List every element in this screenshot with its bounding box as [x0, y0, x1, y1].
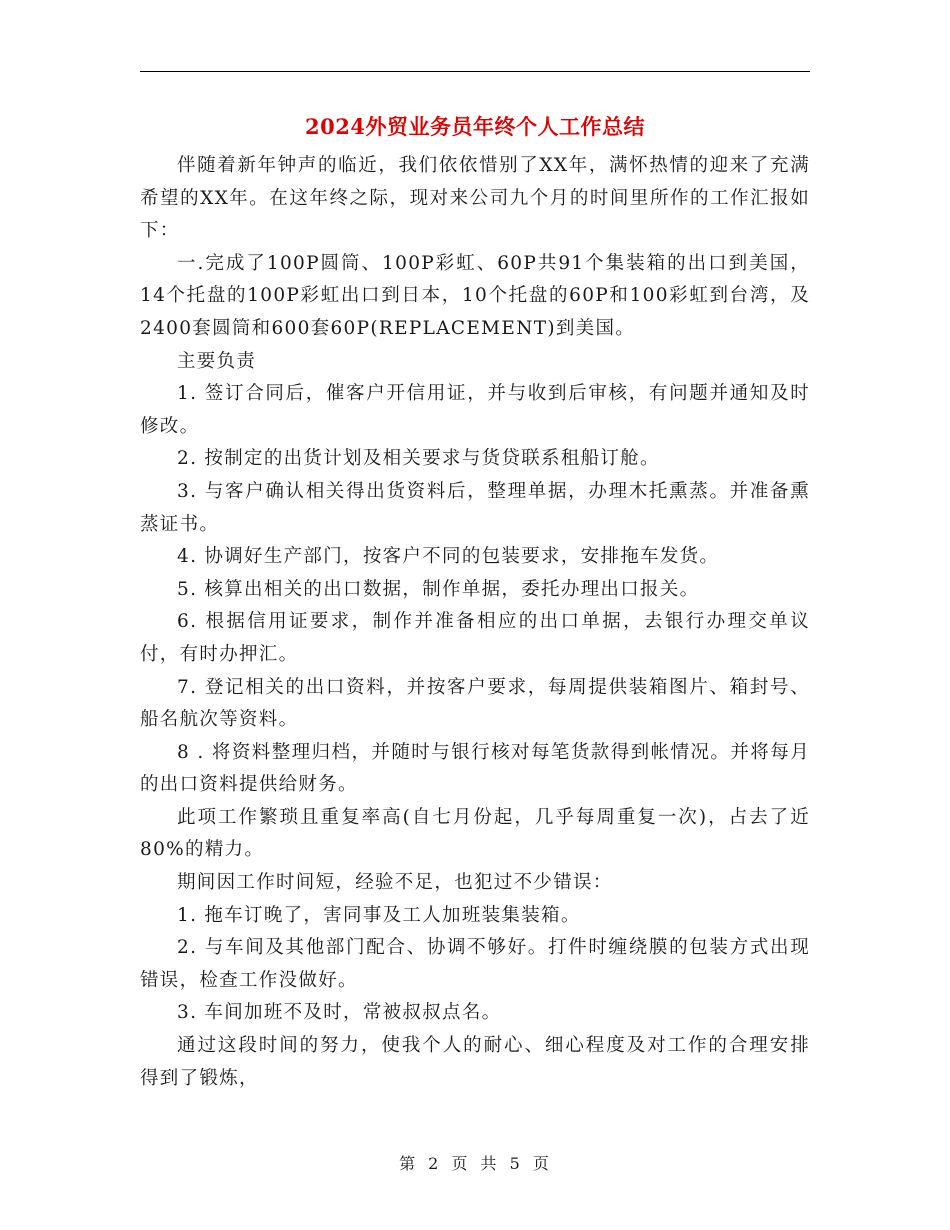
paragraph-mistake-1: 1. 拖车订晚了，害同事及工人加班装集装箱。 [177, 904, 581, 926]
paragraph-mistakes-heading: 期间因工作时间短，经验不足，也犯过不少错误： [177, 872, 613, 894]
document-title: 2024外贸业务员年终个人工作总结 [305, 114, 645, 139]
paragraph-mistake-3: 3. 车间加班不及时，常被叔叔点名。 [177, 1002, 502, 1024]
paragraph-duty-3: 3. 与客户确认相关得出货资料后，整理单据，办理木托熏蒸。并准备熏蒸证书。 [140, 480, 810, 535]
paragraph-intro: 伴随着新年钟声的临近，我们依依惜别了XX年，满怀热情的迎来了充满希望的XX年。在这年终之际，现对来公司九个月的时间里所作的工作汇报如下： [140, 155, 810, 242]
paragraph-responsibilities-heading: 主要负责 [177, 350, 257, 372]
paragraph-duty-8: 8 . 将资料整理归档，并随时与银行核对每笔货款得到帐情况。并将每月的出口资料提供给财务。 [140, 741, 810, 796]
paragraph-achievement: 一.完成了100P圆筒、100P彩虹、60P共91个集装箱的出口到美国，14个托盘的100P彩虹出口到日本，10个托盘的60P和100彩虹到台湾，及2400套圆筒和600套60P(REPLACEMENT)到美国。 [140, 252, 810, 339]
paragraph-duty-4: 4. 协调好生产部门，按客户不同的包装要求，安排拖车发货。 [177, 546, 720, 568]
document-body [140, 150, 810, 1095]
paragraph-duty-2: 2. 按制定的出货计划及相关要求与货贷联系租船订舱。 [177, 448, 660, 470]
header-rule [140, 71, 810, 72]
page-number: 第 2 页 共 5 页 [399, 1154, 551, 1173]
paragraph-conclusion: 通过这段时间的努力，使我个人的耐心、细心程度及对工作的合理安排得到了锻炼， [140, 1035, 810, 1089]
paragraph-duty-6: 6. 根据信用证要求，制作并准备相应的出口单据，去银行办理交单议付，有时办押汇。 [140, 611, 810, 665]
paragraph-duty-1: 1. 签订合同后，催客户开信用证，并与收到后审核，有问题并通知及时修改。 [140, 383, 810, 437]
paragraph-workload: 此项工作繁琐且重复率高(自七月份起，几乎每周重复一次)，占去了近80%的精力。 [140, 806, 810, 861]
paragraph-duty-5: 5. 核算出相关的出口数据，制作单据，委托办理出口报关。 [177, 578, 700, 600]
paragraph-mistake-2: 2. 与车间及其他部门配合、协调不够好。打件时缠绕膜的包装方式出现错误，检查工作没做好。 [140, 937, 810, 991]
paragraph-duty-7: 7. 登记相关的出口资料，并按客户要求，每周提供装箱图片、箱封号、船名航次等资料。 [140, 676, 810, 731]
